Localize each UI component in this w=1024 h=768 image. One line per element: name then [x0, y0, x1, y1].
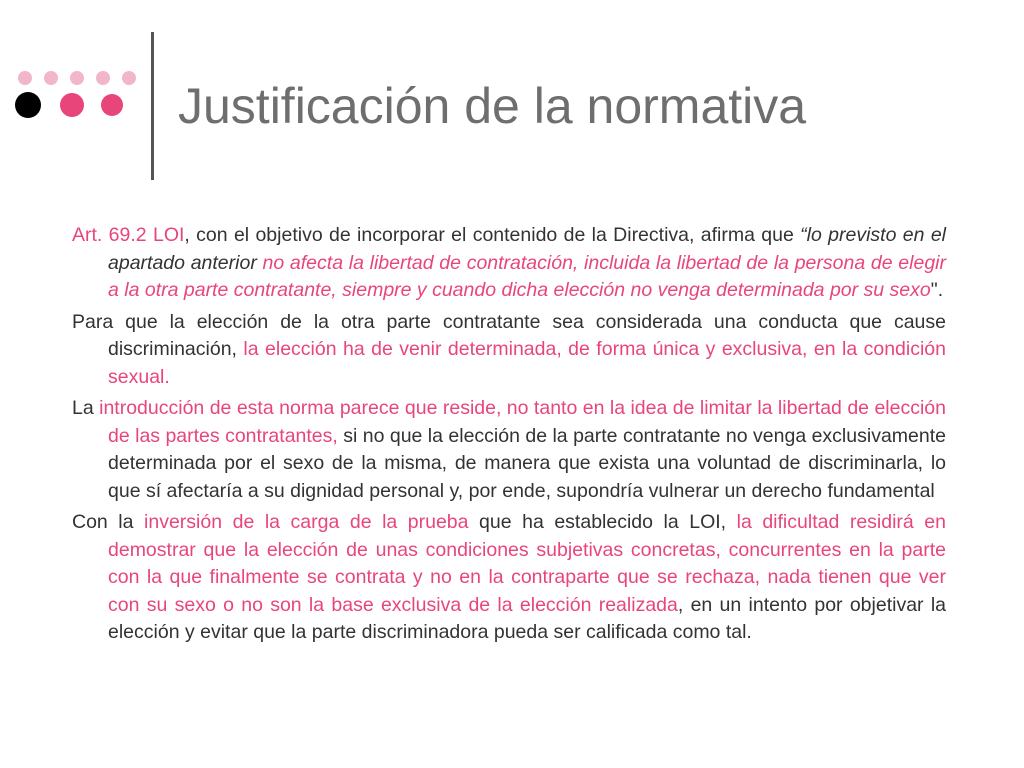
highlighted-text: la dificultad residirá en demostrar que la elección de unas condiciones subjetivas concretas, concurrentes en la parte con la que finalmente se contrata y no en la contraparte que se rechaza, nada tienen que ver con su sexo o no son la base exclusiva de la elección realizada: [108, 511, 946, 616]
body-paragraph: [72, 509, 946, 647]
decorative-dots: [0, 0, 160, 200]
highlighted-text: Art. 69.2 LOI: [72, 224, 185, 246]
body-text: Con la: [72, 511, 145, 533]
body-text: ".: [930, 279, 944, 301]
dot-icon: [44, 71, 58, 85]
dot-icon: [96, 71, 110, 85]
dot-icon: [70, 71, 84, 85]
highlighted-text: inversión de la carga de la prueba: [144, 511, 469, 533]
body-text: La: [72, 397, 100, 419]
body-text: , en un intento por objetivar la elección y evitar que la parte discriminadora pueda ser calificada como tal.: [108, 593, 946, 643]
dot-icon: [101, 94, 123, 116]
slide-body: [72, 222, 946, 651]
dot-icon: [18, 71, 32, 85]
dot-icon: [15, 92, 41, 118]
highlighted-text: introducción de esta norma parece que reside, no tanto en la idea de limitar la libertad de elección de las partes contratantes,: [99, 397, 946, 447]
page-title: Justificación de la normativa: [178, 78, 807, 134]
highlighted-text: no afecta la libertad de contratación, incluida la libertad de la persona de elegir a la otra parte contratante, siempre y cuando dicha elección no venga determinada por su sexo: [108, 251, 946, 301]
body-paragraph: [72, 309, 946, 392]
title-divider: [151, 32, 154, 180]
body-paragraph: [72, 395, 946, 505]
body-text: si no que la elección de la parte contratante no venga exclusivamente determinada por el sexo de la misma, de manera que exista una voluntad de discriminarla, lo que sí afectaría a su dignidad personal y, por ende, supondría vulnerar un derecho fundamental: [108, 424, 946, 502]
body-paragraph: [72, 222, 946, 305]
highlighted-text: la elección ha de venir determinada, de forma única y exclusiva, en la condición sexual.: [108, 338, 946, 388]
dot-icon: [122, 71, 136, 85]
body-text: Para que la elección de la otra parte contratante sea considerada una conducta que cause discriminación,: [72, 310, 946, 360]
body-text: “lo previsto en el apartado anterior: [108, 224, 946, 274]
body-text: , con el objetivo de incorporar el contenido de la Directiva, afirma que: [184, 224, 801, 246]
body-text: que ha establecido la LOI,: [468, 511, 737, 533]
dot-icon: [60, 93, 84, 117]
